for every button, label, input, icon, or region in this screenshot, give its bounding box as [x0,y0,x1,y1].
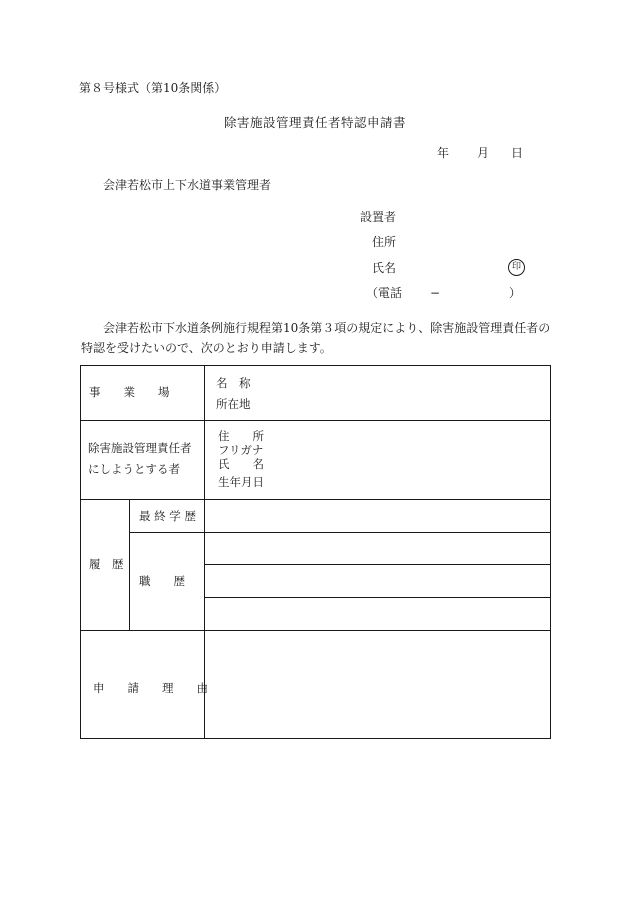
table-border-left [80,365,81,739]
form-number: 第８号様式（第10条関係） [79,81,227,95]
date-day-label: 日 [511,146,524,160]
manager-address-label: 住 所 [218,429,264,443]
history-label: 履 歴 [89,557,124,571]
phone-label: （電話 [366,286,403,300]
reason-label: 申 請 理 由 [93,681,208,695]
manager-label-line1: 除害施設管理責任者 [88,441,192,455]
history-sub-divider [129,499,130,630]
row-separator-3 [80,630,551,631]
workplace-location-label: 所在地 [216,397,251,411]
row-separator-2 [80,499,551,500]
document-title: 除害施設管理責任者特認申請書 [223,115,406,130]
application-statement: 会津若松市下水道条例施行規程第10条第３項の規定により、除害施設管理責任者の特認を受けたいので、次のとおり申請します。 [81,321,551,355]
date-year-label: 年 [437,146,450,160]
history-row-line-2 [204,564,551,565]
history-row-line-1 [129,532,551,533]
education-label: 最 終 学 歴 [139,509,196,523]
manager-birthdate-label: 生年月日 [218,475,264,489]
phone-close-paren: ） [509,286,522,300]
career-label: 職 歴 [139,574,185,588]
setter-label: 設置者 [360,210,397,224]
applicant-address-label: 住所 [372,235,397,249]
date-month-label: 月 [477,146,490,160]
row-separator-1 [80,420,551,421]
workplace-label: 事 業 場 [89,385,170,399]
table-border-bottom [80,738,551,739]
addressee: 会津若松市上下水道事業管理者 [103,178,272,192]
manager-furigana-label: フリガナ [218,443,264,457]
manager-name-label: 氏 名 [218,457,264,471]
seal-mark: 印 [508,259,525,276]
table-border-right [550,365,551,739]
manager-label-line2: にしようとする者 [88,462,180,476]
history-row-line-3 [204,597,551,598]
workplace-name-label: 名 称 [216,376,251,390]
table-border-top [80,365,551,366]
phone-dash: − [430,286,441,300]
applicant-name-label: 氏名 [372,261,397,275]
